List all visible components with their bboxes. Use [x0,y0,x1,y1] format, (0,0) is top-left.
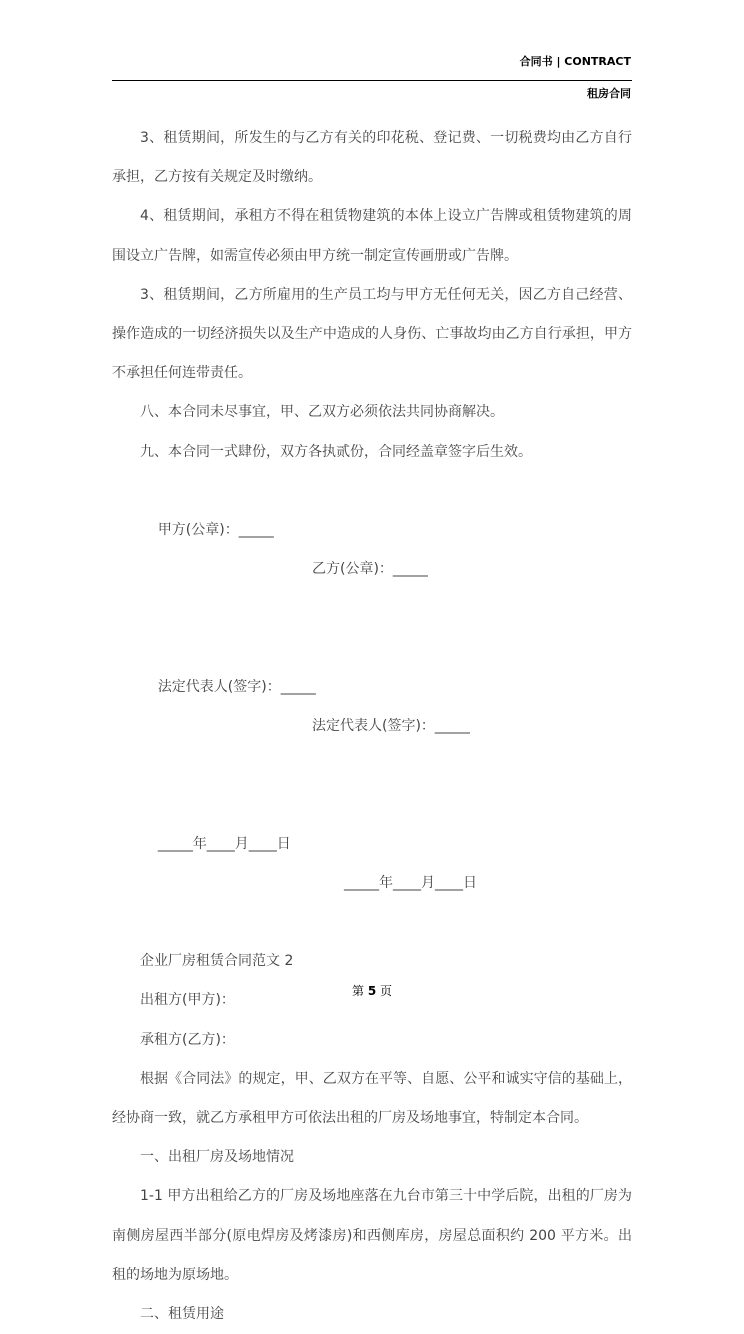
party-a-rep: 法定代表人(签字)：_____ [157,678,316,695]
document-body [112,119,632,1334]
paragraph: 根据《合同法》的规定，甲、乙双方在平等、自愿、公平和诚实守信的基础上，经协商一致，就乙方承租甲方可依法出租的厂房及场地事宜，特制定本合同。 [112,1070,632,1127]
paragraph: 九、本合同一式肆份，双方各执贰份，合同经盖章签字后生效。 [140,443,532,460]
signature-date-row [112,785,632,942]
page-prefix: 第 [351,984,364,998]
paragraph: 八、本合同未尽事宜，甲、乙双方必须依法共同协商解决。 [140,404,504,421]
party-a-seal: 甲方(公章)：_____ [157,522,274,539]
party-b-seal: 乙方(公章)：_____ [312,561,428,578]
paragraph: 承租方(乙方)： [140,1031,235,1048]
header-divider [112,80,632,81]
paragraph: 1-1 甲方出租给乙方的厂房及场地座落在九台市第三十中学后院，出租的厂房为南侧房屋西半部分(原电焊房及烤漆房)和西侧库房，房屋总面积约 200 平方米。出租的场地为原场地。 [112,1188,632,1283]
page-suffix: 页 [380,984,393,998]
page-number: 5 [367,984,377,998]
paragraph: 出租方(甲方)： [140,992,235,1009]
date-b: _____年____月____日 [344,874,477,891]
section-title: 企业厂房租赁合同范文 2 [140,953,294,970]
paragraph: 二、租赁用途 [140,1306,224,1323]
signature-seal-row [112,472,632,629]
paragraph: 一、出租厂房及场地情况 [140,1149,294,1166]
page-footer [0,982,744,999]
signature-rep-row [112,629,632,786]
header-title: 合同书 | CONTRACT [519,55,631,68]
date-a: _____年____月____日 [157,835,291,852]
header-subtitle: 租房合同 [587,87,631,100]
paragraph: 3、租赁期间，乙方所雇用的生产员工均与甲方无任何无关，因乙方自己经营、操作造成的一切经济损失以及生产中造成的人身伤、亡事故均由乙方自行承担，甲方不承担任何连带责任。 [112,286,632,382]
paragraph: 3、租赁期间，所发生的与乙方有关的印花税、登记费、一切税费均由乙方自行承担，乙方按有关规定及时缴纳。 [112,130,632,186]
paragraph: 4、租赁期间，承租方不得在租赁物建筑的本体上设立广告牌或租赁物建筑的周围设立广告牌，如需宣传必须由甲方统一制定宣传画册或广告牌。 [112,208,632,264]
party-b-rep: 法定代表人(签字)：_____ [312,718,470,735]
